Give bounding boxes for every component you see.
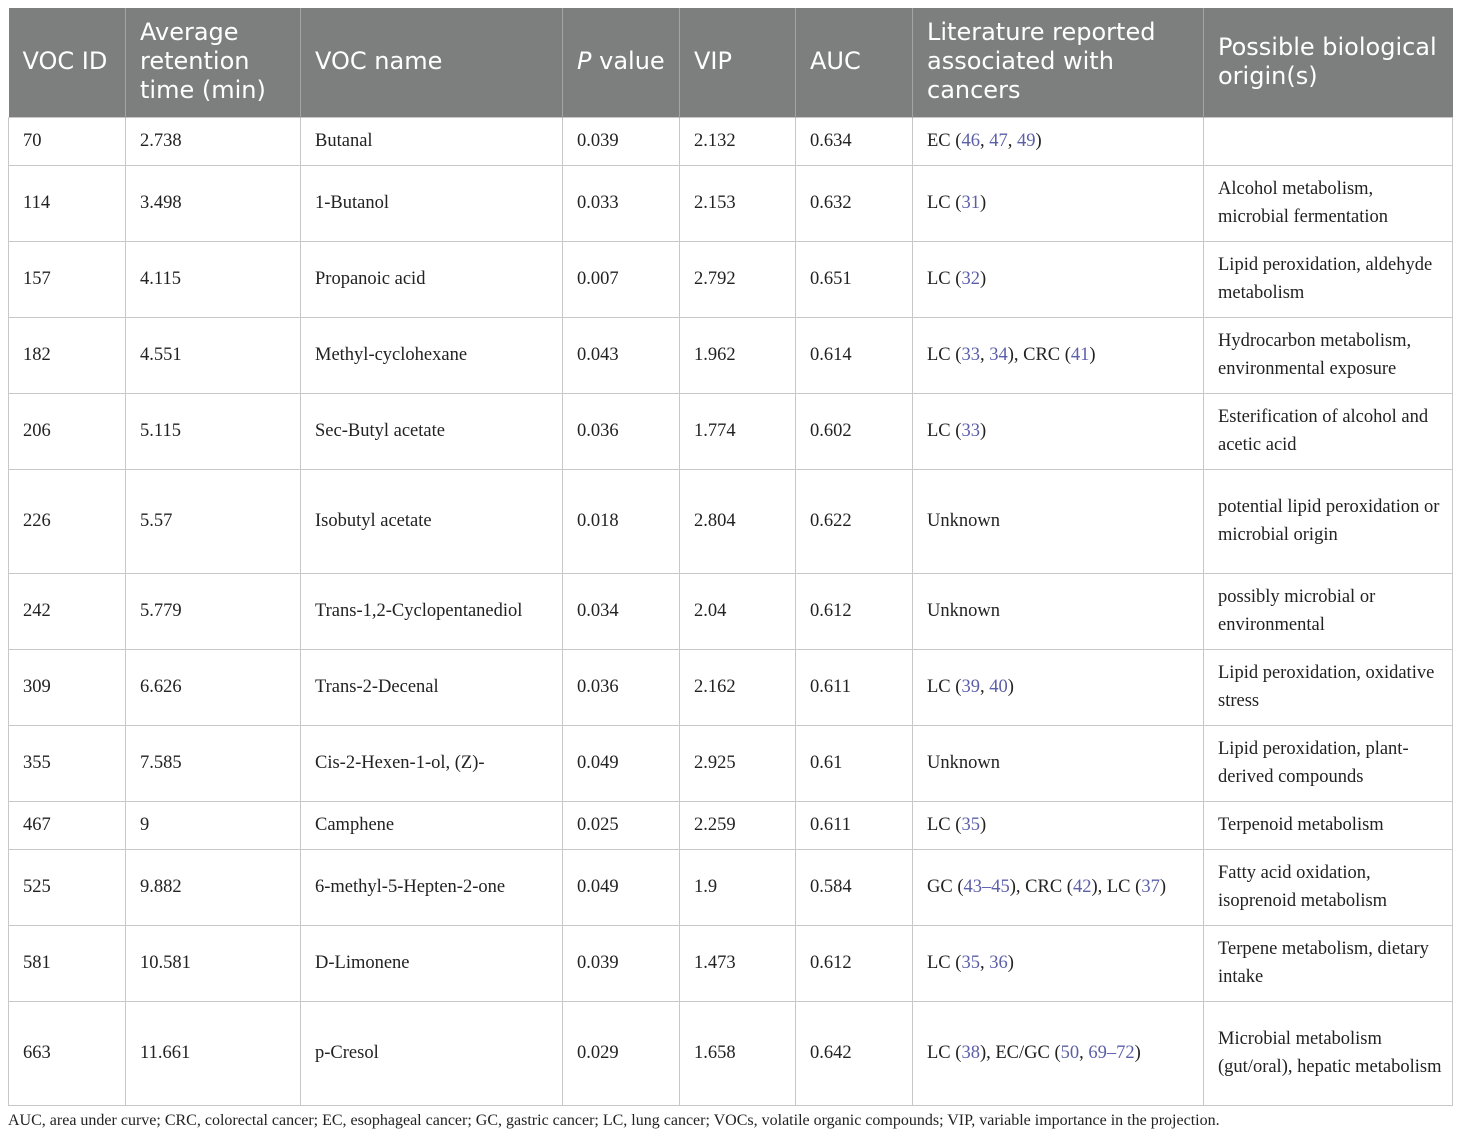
auc-cell: 0.614 xyxy=(796,318,913,394)
voc-id-cell: 663 xyxy=(9,1002,126,1106)
p-value-cell: 0.029 xyxy=(563,1002,680,1106)
biological-origin-cell: Lipid peroxidation, plant-derived compounds xyxy=(1204,726,1453,802)
table-row xyxy=(9,166,1453,242)
literature-text: , xyxy=(979,952,990,973)
table-row xyxy=(9,242,1453,318)
literature-text: , xyxy=(1079,1042,1089,1063)
biological-origin-cell: Esterification of alcohol and acetic acid xyxy=(1204,394,1453,470)
retention-time-cell: 6.626 xyxy=(126,650,301,726)
column-header xyxy=(563,8,680,118)
voc-id-cell: 525 xyxy=(9,850,126,926)
voc-id-cell: 157 xyxy=(9,242,126,318)
literature-cell xyxy=(913,1002,1204,1106)
column-header xyxy=(680,8,796,118)
literature-text: , xyxy=(979,344,990,365)
table-row xyxy=(9,1002,1453,1106)
literature-cell xyxy=(913,318,1204,394)
reference-link[interactable]: 35 xyxy=(961,952,980,973)
literature-text: , xyxy=(1007,130,1017,151)
vip-cell: 1.658 xyxy=(680,1002,796,1106)
voc-name-cell: Methyl-cyclohexane xyxy=(301,318,563,394)
literature-text: Unknown xyxy=(927,510,1000,531)
p-value-cell: 0.025 xyxy=(563,802,680,850)
p-value-cell: 0.007 xyxy=(563,242,680,318)
reference-link[interactable]: 34 xyxy=(989,344,1008,365)
voc-id-cell: 355 xyxy=(9,726,126,802)
literature-text: LC ( xyxy=(927,420,962,441)
vip-cell: 1.473 xyxy=(680,926,796,1002)
p-value-cell: 0.049 xyxy=(563,726,680,802)
retention-time-cell: 5.57 xyxy=(126,470,301,574)
voc-id-cell: 114 xyxy=(9,166,126,242)
voc-id-cell: 206 xyxy=(9,394,126,470)
voc-name-cell: Butanal xyxy=(301,118,563,166)
vip-cell: 2.925 xyxy=(680,726,796,802)
reference-link[interactable]: 33 xyxy=(961,420,980,441)
column-header-label: Literature reported associated with cancers xyxy=(927,18,1156,104)
column-header-label: AUC xyxy=(810,47,861,75)
auc-cell: 0.634 xyxy=(796,118,913,166)
biological-origin-cell: Alcohol metabolism, microbial fermentation xyxy=(1204,166,1453,242)
column-header xyxy=(913,8,1204,118)
vip-cell: 2.804 xyxy=(680,470,796,574)
vip-cell: 2.153 xyxy=(680,166,796,242)
literature-text: ) xyxy=(979,192,987,213)
reference-link[interactable]: 69–72 xyxy=(1088,1042,1135,1063)
literature-cell xyxy=(913,394,1204,470)
auc-cell: 0.651 xyxy=(796,242,913,318)
table-row xyxy=(9,802,1453,850)
table-row xyxy=(9,926,1453,1002)
literature-cell xyxy=(913,650,1204,726)
literature-text: LC ( xyxy=(927,952,962,973)
literature-text: , xyxy=(979,676,990,697)
literature-text: LC ( xyxy=(927,1042,962,1063)
retention-time-cell: 3.498 xyxy=(126,166,301,242)
biological-origin-cell: Lipid peroxidation, oxidative stress xyxy=(1204,650,1453,726)
biological-origin-cell: Microbial metabolism (gut/oral), hepatic metabolism xyxy=(1204,1002,1453,1106)
column-header-label: VOC name xyxy=(315,47,443,75)
p-value-cell: 0.049 xyxy=(563,850,680,926)
table-row xyxy=(9,850,1453,926)
column-header xyxy=(9,8,126,118)
literature-text: , xyxy=(979,130,990,151)
reference-link[interactable]: 31 xyxy=(961,192,980,213)
voc-name-cell: 6-methyl-5-Hepten-2-one xyxy=(301,850,563,926)
vip-cell: 2.04 xyxy=(680,574,796,650)
column-header xyxy=(126,8,301,118)
literature-cell xyxy=(913,242,1204,318)
literature-text: ), EC/GC ( xyxy=(979,1042,1061,1063)
table-footnote: AUC, area under curve; CRC, colorectal cancer; EC, esophageal cancer; GC, gastric cancer; LC, lung cancer; VOCs, volatile organic compounds; VIP, variable importance in the projection. xyxy=(8,1112,1220,1129)
reference-link[interactable]: 47 xyxy=(989,130,1008,151)
retention-time-cell: 2.738 xyxy=(126,118,301,166)
auc-cell: 0.612 xyxy=(796,574,913,650)
reference-link[interactable]: 32 xyxy=(961,268,980,289)
reference-link[interactable]: 37 xyxy=(1141,876,1160,897)
column-header xyxy=(1204,8,1453,118)
voc-name-cell: Cis-2-Hexen-1-ol, (Z)- xyxy=(301,726,563,802)
literature-cell xyxy=(913,574,1204,650)
table-row xyxy=(9,318,1453,394)
column-header-label: VOC ID xyxy=(22,47,108,75)
literature-text: LC ( xyxy=(927,676,962,697)
voc-id-cell: 581 xyxy=(9,926,126,1002)
vip-cell: 2.792 xyxy=(680,242,796,318)
reference-link[interactable]: 41 xyxy=(1070,344,1090,365)
reference-link[interactable]: 42 xyxy=(1072,876,1092,897)
biological-origin-cell: Lipid peroxidation, aldehyde metabolism xyxy=(1204,242,1453,318)
retention-time-cell: 4.551 xyxy=(126,318,301,394)
reference-link[interactable]: 46 xyxy=(961,130,980,151)
table-row xyxy=(9,118,1453,166)
p-value-cell: 0.036 xyxy=(563,650,680,726)
literature-text: ) xyxy=(1007,676,1014,697)
reference-link[interactable]: 38 xyxy=(961,1042,980,1063)
reference-link[interactable]: 36 xyxy=(989,952,1008,973)
column-header-label: Average retention time (min) xyxy=(140,18,266,104)
voc-id-cell: 309 xyxy=(9,650,126,726)
biological-origin-cell: potential lipid peroxidation or microbial origin xyxy=(1204,470,1453,574)
biological-origin-cell: possibly microbial or environmental xyxy=(1204,574,1453,650)
table-body xyxy=(9,118,1453,1106)
biological-origin-cell: Terpene metabolism, dietary intake xyxy=(1204,926,1453,1002)
voc-id-cell: 226 xyxy=(9,470,126,574)
table-row xyxy=(9,726,1453,802)
literature-text: LC ( xyxy=(927,814,962,835)
auc-cell: 0.642 xyxy=(796,1002,913,1106)
auc-cell: 0.622 xyxy=(796,470,913,574)
voc-id-cell: 182 xyxy=(9,318,126,394)
voc-id-cell: 467 xyxy=(9,802,126,850)
literature-text: ) xyxy=(979,814,987,835)
literature-cell xyxy=(913,850,1204,926)
biological-origin-cell: Terpenoid metabolism xyxy=(1204,802,1453,850)
table-row xyxy=(9,470,1453,574)
voc-name-cell: Propanoic acid xyxy=(301,242,563,318)
literature-text: ) xyxy=(1089,344,1096,365)
column-header-label: Possible biological origin(s) xyxy=(1218,32,1437,90)
column-header-label: value xyxy=(591,47,665,75)
literature-text: Unknown xyxy=(927,752,1000,773)
literature-cell xyxy=(913,926,1204,1002)
literature-cell xyxy=(913,166,1204,242)
literature-text: ) xyxy=(1035,130,1042,151)
literature-text: EC ( xyxy=(927,130,962,151)
reference-link[interactable]: 39 xyxy=(961,676,980,697)
literature-cell xyxy=(913,802,1204,850)
p-value-cell: 0.033 xyxy=(563,166,680,242)
vip-cell: 1.9 xyxy=(680,850,796,926)
column-header-italic: P xyxy=(577,47,592,75)
literature-text: ), CRC ( xyxy=(1007,344,1071,365)
table-row xyxy=(9,394,1453,470)
voc-name-cell: Camphene xyxy=(301,802,563,850)
retention-time-cell: 10.581 xyxy=(126,926,301,1002)
literature-text: ) xyxy=(1134,1042,1141,1063)
auc-cell: 0.632 xyxy=(796,166,913,242)
biological-origin-cell xyxy=(1204,118,1453,166)
literature-text: Unknown xyxy=(927,600,1000,621)
reference-link[interactable]: 43–45 xyxy=(963,876,1010,897)
auc-cell: 0.584 xyxy=(796,850,913,926)
retention-time-cell: 7.585 xyxy=(126,726,301,802)
table-row xyxy=(9,650,1453,726)
retention-time-cell: 9.882 xyxy=(126,850,301,926)
vip-cell: 2.162 xyxy=(680,650,796,726)
literature-text: LC ( xyxy=(927,268,962,289)
voc-name-cell: Sec-Butyl acetate xyxy=(301,394,563,470)
p-value-cell: 0.034 xyxy=(563,574,680,650)
biological-origin-cell: Hydrocarbon metabolism, environmental exposure xyxy=(1204,318,1453,394)
voc-name-cell: Trans-2-Decenal xyxy=(301,650,563,726)
column-header-label: VIP xyxy=(694,47,732,75)
header-row xyxy=(9,8,1453,118)
p-value-cell: 0.039 xyxy=(563,926,680,1002)
p-value-cell: 0.043 xyxy=(563,318,680,394)
voc-name-cell: 1-Butanol xyxy=(301,166,563,242)
voc-id-cell: 242 xyxy=(9,574,126,650)
literature-text: ) xyxy=(1159,876,1166,897)
vip-cell: 2.132 xyxy=(680,118,796,166)
retention-time-cell: 11.661 xyxy=(126,1002,301,1106)
literature-text: ), LC ( xyxy=(1091,876,1142,897)
literature-cell xyxy=(913,726,1204,802)
voc-table xyxy=(8,8,1453,1106)
literature-text: ), CRC ( xyxy=(1009,876,1073,897)
table-row xyxy=(9,574,1453,650)
literature-text: GC ( xyxy=(927,876,964,897)
column-header xyxy=(301,8,563,118)
voc-name-cell: Trans-1,2-Cyclopentanediol xyxy=(301,574,563,650)
p-value-cell: 0.039 xyxy=(563,118,680,166)
auc-cell: 0.602 xyxy=(796,394,913,470)
vip-cell: 1.962 xyxy=(680,318,796,394)
retention-time-cell: 5.115 xyxy=(126,394,301,470)
literature-cell xyxy=(913,470,1204,574)
retention-time-cell: 4.115 xyxy=(126,242,301,318)
auc-cell: 0.611 xyxy=(796,650,913,726)
literature-cell xyxy=(913,118,1204,166)
vip-cell: 1.774 xyxy=(680,394,796,470)
reference-link[interactable]: 49 xyxy=(1016,130,1036,151)
voc-id-cell: 70 xyxy=(9,118,126,166)
biological-origin-cell: Fatty acid oxidation, isoprenoid metabolism xyxy=(1204,850,1453,926)
voc-name-cell: Isobutyl acetate xyxy=(301,470,563,574)
literature-text: ) xyxy=(1007,952,1014,973)
p-value-cell: 0.018 xyxy=(563,470,680,574)
column-header xyxy=(796,8,913,118)
voc-name-cell: D-Limonene xyxy=(301,926,563,1002)
auc-cell: 0.612 xyxy=(796,926,913,1002)
table-header xyxy=(9,8,1453,118)
auc-cell: 0.61 xyxy=(796,726,913,802)
reference-link[interactable]: 35 xyxy=(961,814,980,835)
reference-link[interactable]: 40 xyxy=(989,676,1008,697)
voc-name-cell: p-Cresol xyxy=(301,1002,563,1106)
reference-link[interactable]: 50 xyxy=(1060,1042,1080,1063)
p-value-cell: 0.036 xyxy=(563,394,680,470)
reference-link[interactable]: 33 xyxy=(961,344,980,365)
literature-text: ) xyxy=(979,268,987,289)
literature-text: LC ( xyxy=(927,192,962,213)
vip-cell: 2.259 xyxy=(680,802,796,850)
literature-text: LC ( xyxy=(927,344,962,365)
auc-cell: 0.611 xyxy=(796,802,913,850)
literature-text: ) xyxy=(979,420,987,441)
retention-time-cell: 5.779 xyxy=(126,574,301,650)
retention-time-cell: 9 xyxy=(126,802,301,850)
